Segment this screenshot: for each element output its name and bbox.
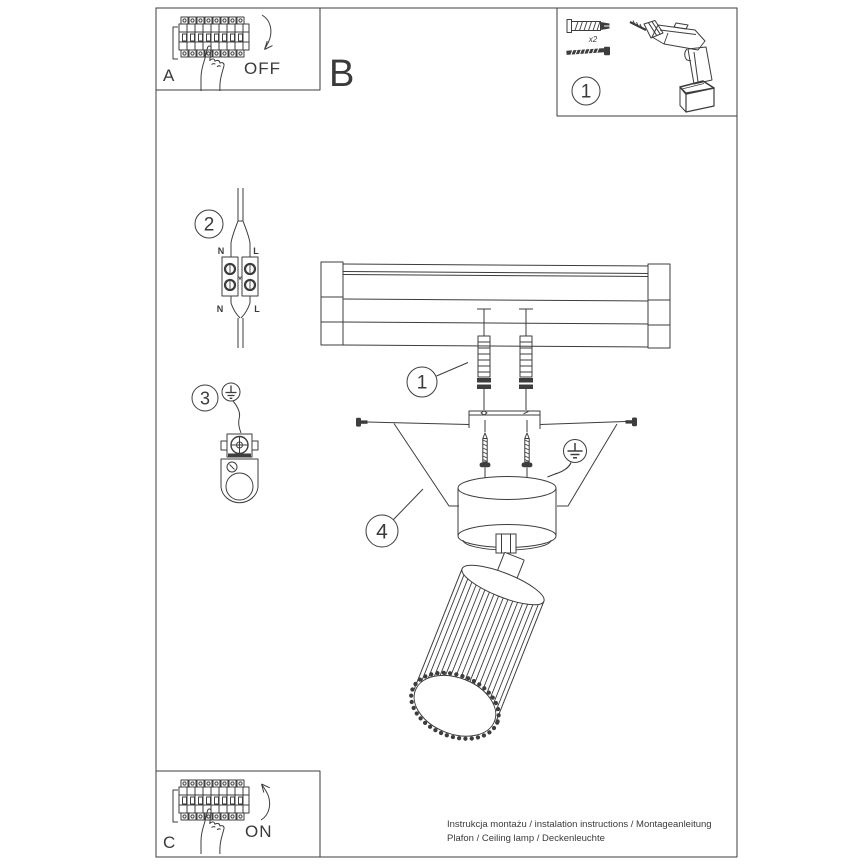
on-label: ON (245, 822, 273, 841)
box-c (163, 780, 273, 854)
cable-icon (222, 188, 258, 348)
footer (447, 819, 712, 844)
step-2-number: 2 (203, 214, 215, 236)
mount-screw-left (480, 420, 491, 478)
step-1-number: 1 (416, 372, 428, 394)
box-a-label: A (163, 66, 175, 85)
footer-product-line: Plafon / Ceiling lamp / Deckenleuchte (447, 833, 605, 844)
label-l-bottom: L (254, 304, 260, 314)
lamp-shade-icon (401, 539, 556, 751)
breaker-panel-icon-c (173, 780, 249, 854)
ceiling-icon (321, 262, 670, 348)
label-n-top: N (217, 246, 225, 256)
main-diagram (321, 262, 670, 751)
ground-symbol-main-icon (548, 440, 587, 478)
box-a (163, 15, 281, 91)
breaker-panel-icon (173, 17, 249, 91)
label-n-bottom: N (216, 304, 224, 314)
screw-icon (567, 46, 611, 55)
wall-plug-left (477, 309, 491, 410)
step-4-leader (394, 489, 424, 520)
footer-title-line: Instrukcja montażu / instalation instructions / Montageanleitung (447, 819, 712, 830)
parts-step-number: 1 (580, 81, 592, 103)
side-screw-left (356, 418, 469, 427)
side-screw-right (540, 418, 637, 427)
off-label: OFF (244, 59, 281, 78)
stem-icon (496, 534, 516, 553)
step-3-number: 3 (199, 388, 211, 409)
drill-icon (630, 21, 714, 113)
section-label-b: B (329, 53, 355, 95)
arrow-up-icon (261, 784, 270, 820)
ground-terminal-icon (221, 401, 258, 503)
wall-plug-right (519, 309, 533, 410)
ground-diagram (192, 383, 258, 503)
arrow-down-icon (262, 15, 273, 50)
anchor-qty-label: x2 (588, 35, 598, 44)
box-c-label: C (163, 833, 176, 852)
step-4-number: 4 (376, 520, 388, 544)
ground-symbol-icon (222, 383, 240, 401)
wall-plug-icon (567, 20, 610, 33)
label-l-top: L (253, 246, 259, 256)
mount-screw-right (522, 420, 533, 478)
mounting-bracket-icon (469, 411, 540, 429)
wiring-diagram (195, 188, 260, 348)
step-1-leader (437, 363, 469, 377)
parts-box (567, 20, 715, 113)
